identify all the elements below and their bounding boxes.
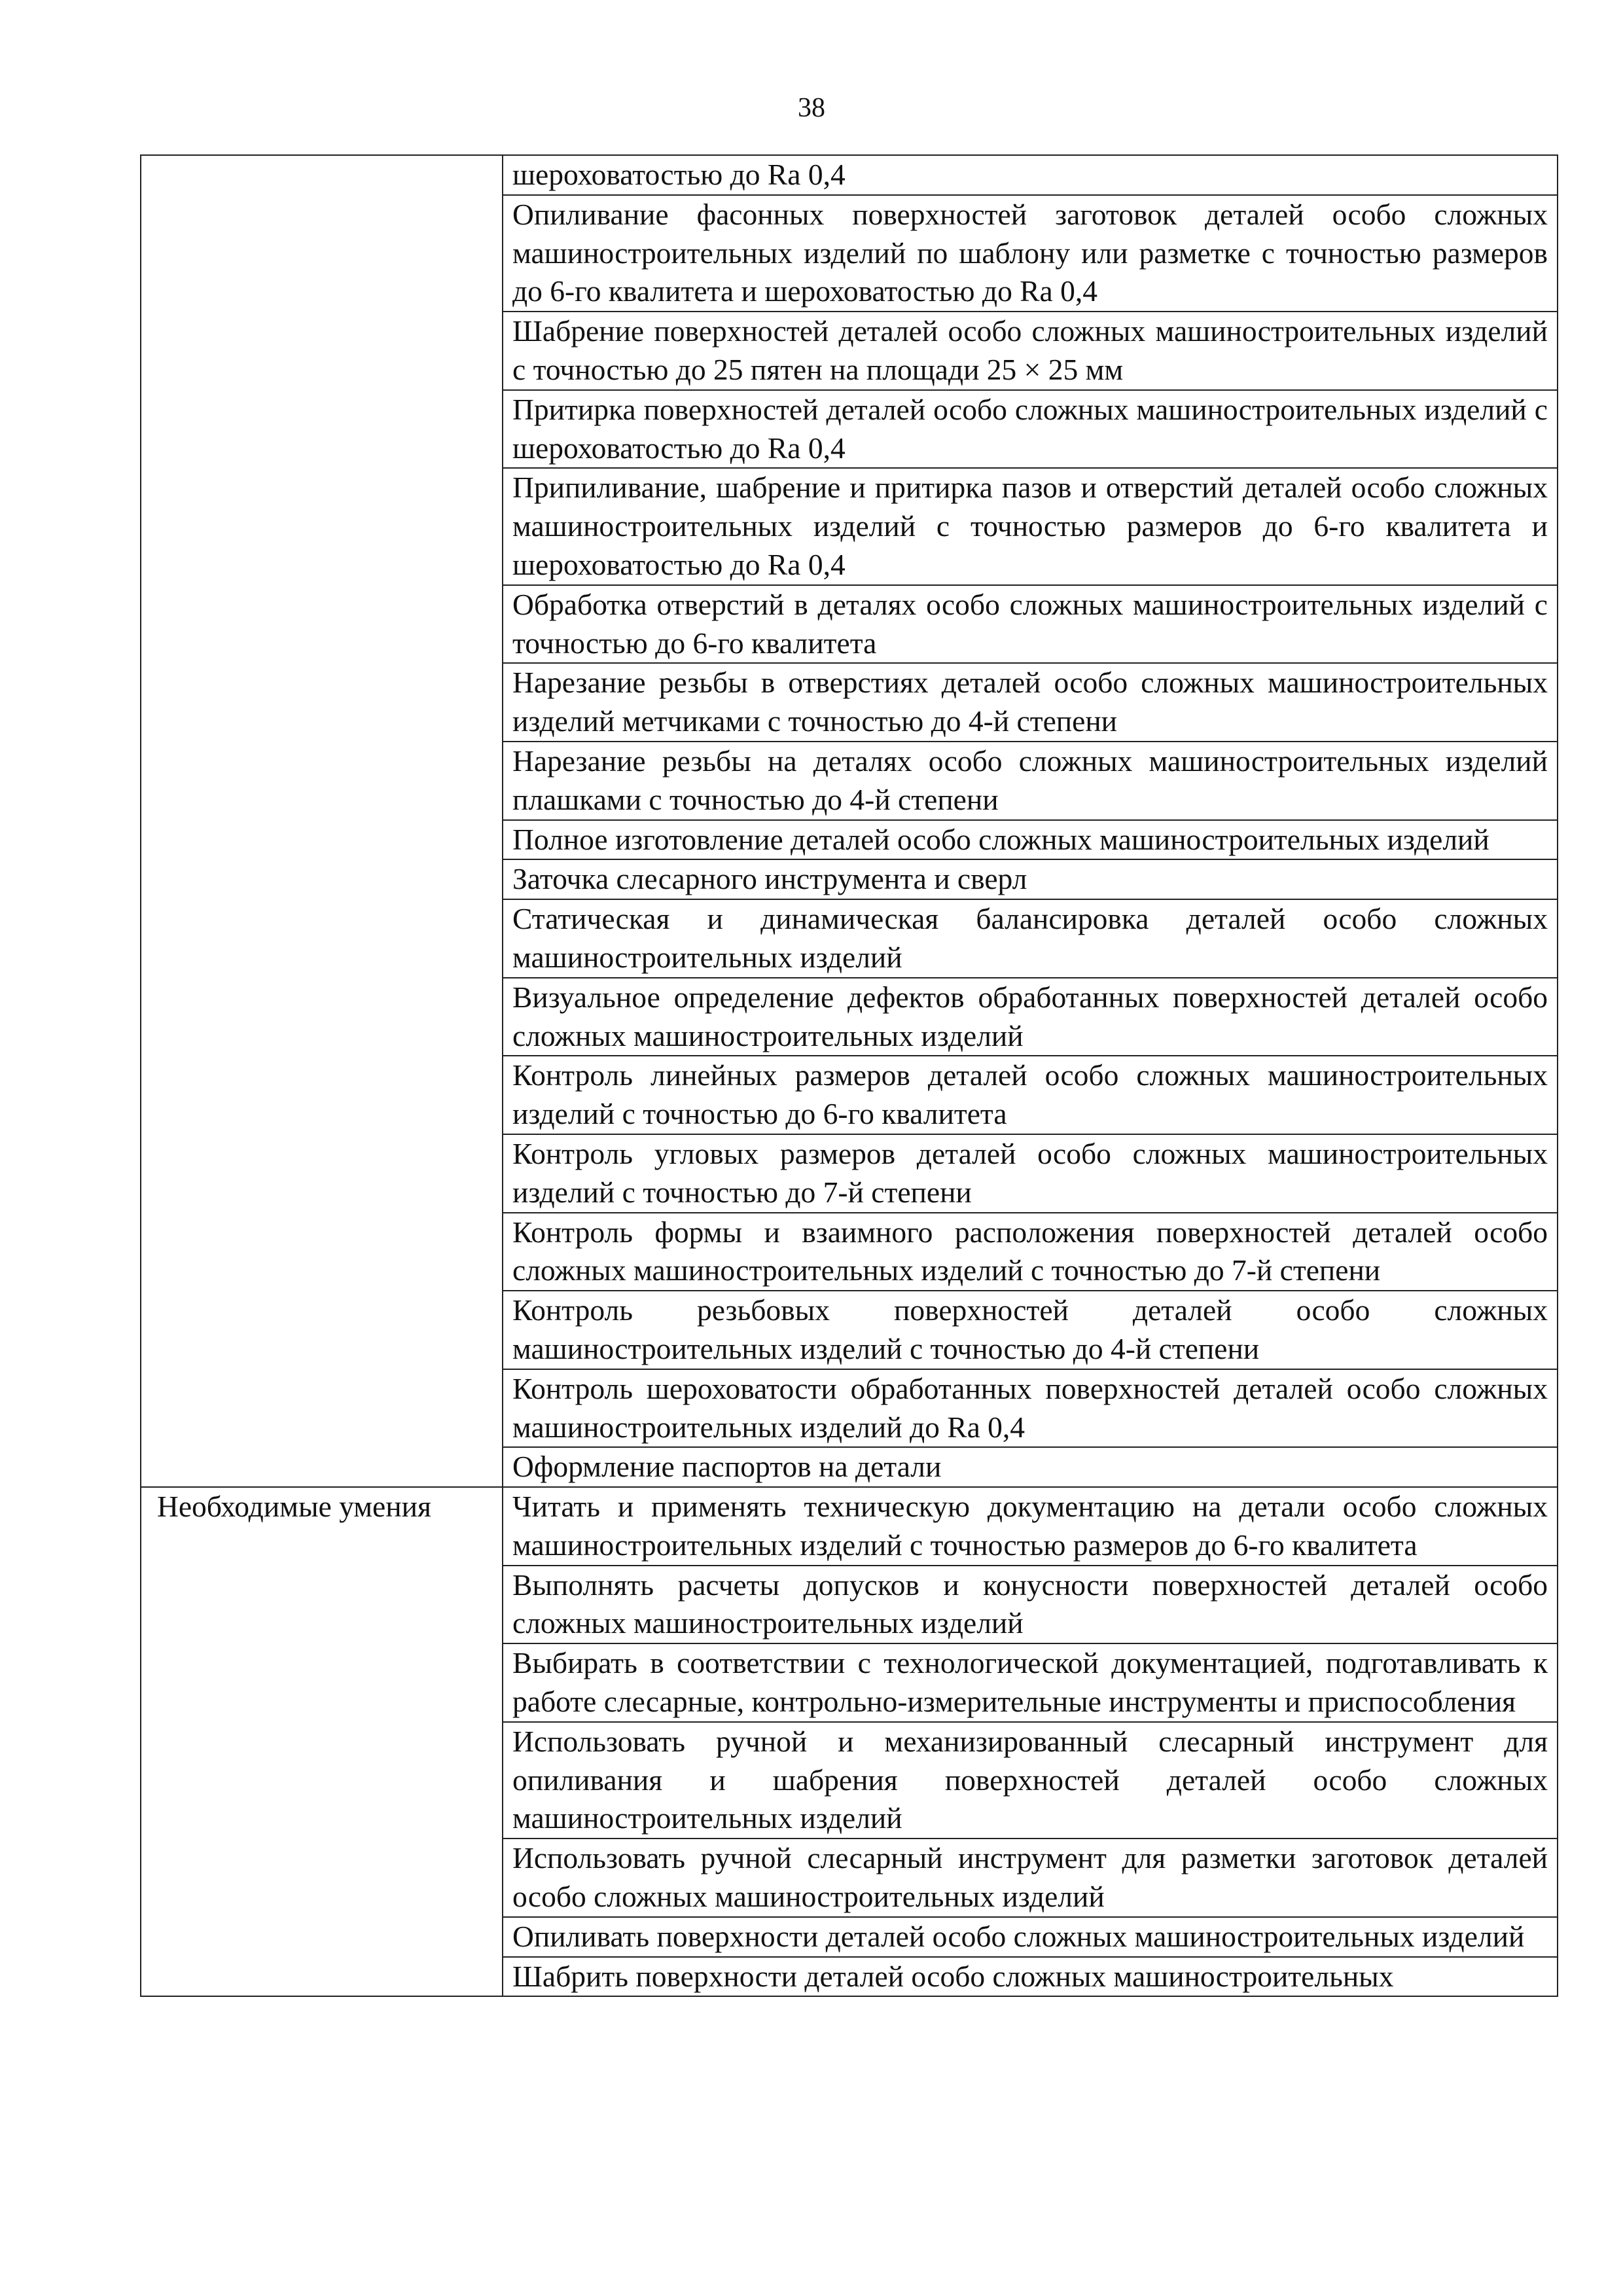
requirements-table (140, 154, 1558, 1997)
group-label-cell (141, 155, 503, 1487)
description-cell: Статическая и динамическая балансировка деталей особо сложных машиностроительных изделий (503, 899, 1558, 978)
description-cell: Выбирать в соответствии с технологической документацией, подготавливать к работе слесарные, контрольно-измерительные инструменты и приспособления (503, 1643, 1558, 1722)
description-cell: Использовать ручной и механизированный слесарный инструмент для опиливания и шабрения поверхностей деталей особо сложных машиностроительных изделий (503, 1722, 1558, 1839)
description-cell: Шабрить поверхности деталей особо сложных машиностроительных (503, 1957, 1558, 1997)
table-row (141, 1487, 1558, 1566)
description-cell: Шабрение поверхностей деталей особо сложных машиностроительных изделий с точностью до 25 пятен на площади 25 × 25 мм (503, 312, 1558, 390)
description-cell: Заточка слесарного инструмента и сверл (503, 859, 1558, 899)
description-cell: Контроль шероховатости обработанных поверхностей деталей особо сложных машиностроительных изделий до Ra 0,4 (503, 1369, 1558, 1448)
group-label-cell: Необходимые умения (141, 1487, 503, 1996)
description-cell: Выполнять расчеты допусков и конусности поверхностей деталей особо сложных машиностроительных изделий (503, 1566, 1558, 1644)
description-cell: шероховатостью до Ra 0,4 (503, 155, 1558, 195)
description-cell: Притирка поверхностей деталей особо сложных машиностроительных изделий с шероховатостью до Ra 0,4 (503, 390, 1558, 469)
table-body (141, 155, 1558, 1996)
description-cell: Контроль угловых размеров деталей особо сложных машиностроительных изделий с точностью до 7-й степени (503, 1134, 1558, 1213)
description-cell: Визуальное определение дефектов обработанных поверхностей деталей особо сложных машиностроительных изделий (503, 978, 1558, 1056)
description-cell: Оформление паспортов на детали (503, 1447, 1558, 1487)
table-row (141, 155, 1558, 195)
description-cell: Нарезание резьбы на деталях особо сложных машиностроительных изделий плашками с точностью до 4-й степени (503, 742, 1558, 820)
page-number: 38 (798, 93, 825, 123)
description-cell: Опиливание фасонных поверхностей заготовок деталей особо сложных машиностроительных изделий по шаблону или разметке с точностью размеров до 6-го квалитета и шероховатостью до Ra 0,4 (503, 195, 1558, 312)
description-cell: Обработка отверстий в деталях особо сложных машиностроительных изделий с точностью до 6-го квалитета (503, 585, 1558, 664)
description-cell: Нарезание резьбы в отверстиях деталей особо сложных машиностроительных изделий метчиками с точностью до 4-й степени (503, 663, 1558, 742)
description-cell: Использовать ручной слесарный инструмент для разметки заготовок деталей особо сложных машиностроительных изделий (503, 1839, 1558, 1917)
description-cell: Опиливать поверхности деталей особо сложных машиностроительных изделий (503, 1917, 1558, 1957)
description-cell: Полное изготовление деталей особо сложных машиностроительных изделий (503, 820, 1558, 860)
description-cell: Припиливание, шабрение и притирка пазов и отверстий деталей особо сложных машиностроительных изделий с точностью размеров до 6-го квалитета и шероховатостью до Ra 0,4 (503, 468, 1558, 584)
description-cell: Читать и применять техническую документацию на детали особо сложных машиностроительных изделий с точностью размеров до 6-го квалитета (503, 1487, 1558, 1566)
description-cell: Контроль формы и взаимного расположения поверхностей деталей особо сложных машиностроительных изделий с точностью до 7-й степени (503, 1213, 1558, 1291)
description-cell: Контроль линейных размеров деталей особо сложных машиностроительных изделий с точностью до 6-го квалитета (503, 1056, 1558, 1134)
description-cell: Контроль резьбовых поверхностей деталей особо сложных машиностроительных изделий с точностью до 4-й степени (503, 1291, 1558, 1369)
